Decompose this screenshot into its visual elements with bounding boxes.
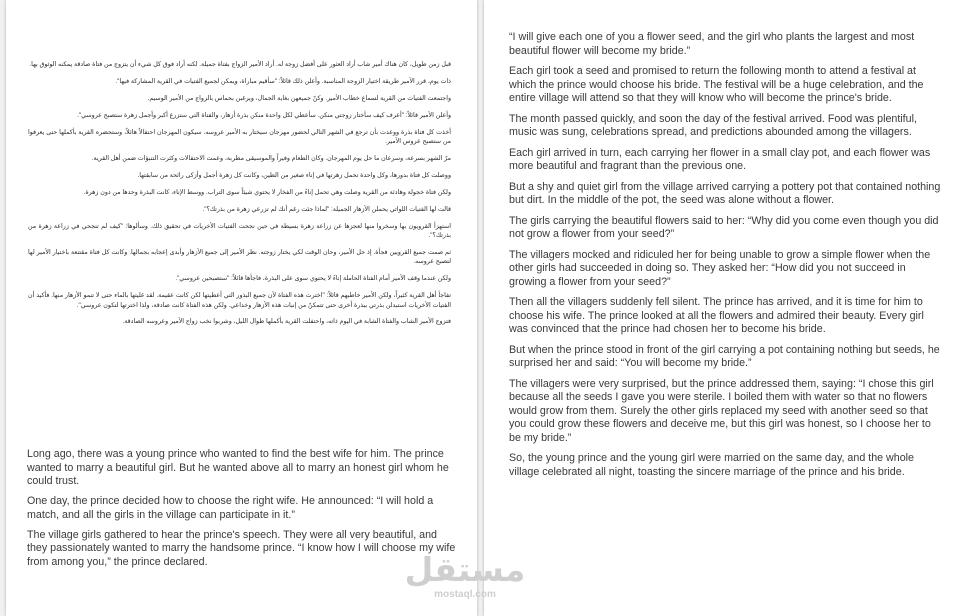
english-paragraph: Long ago, there was a young prince who wanted to find the best wife for him. The prince wanted to marry a beautiful girl. But he wanted above all to marry an honest girl whom he could trust. bbox=[27, 448, 449, 487]
arabic-paragraph: قالت لها الفتيات اللواتي يحملن الأزهار الجميلة: "لماذا جئت رغم أنك لم تزرعي زهرة من بذرتك؟". bbox=[202, 205, 451, 213]
english-text-block bbox=[27, 448, 459, 576]
arabic-paragraph: قبل زمن طويل، كان هناك أمير شاب أراد العثور على أفضل زوجة له. أراد الأمير الزواج بفتاة جميلة. لكنه أراد فوق كل شيء أن يتزوج من فتاة صادقة يمكنه الوثوق بها. bbox=[29, 61, 451, 68]
english-paragraph: The girls carrying the beautiful flowers said to her: “Why did you come even though you did not grow a flower from your seed?” bbox=[509, 214, 939, 240]
watermark-url: mostaql.com bbox=[434, 589, 496, 600]
english-paragraph: But a shy and quiet girl from the village arrived carrying a pottery pot that contained nothing but dirt. In the middle of the pot, the seed was alone without a flower. bbox=[509, 180, 941, 206]
watermark-logo-text: مستقل bbox=[404, 551, 526, 588]
english-text-block bbox=[509, 31, 941, 486]
english-paragraph: Each girl took a seed and promised to return the following month to attend a festival at which the prince would choose his bride. The festival will be a huge celebration, and the entire village will attend so that they will know who will become the prince's bride. bbox=[509, 65, 924, 104]
english-paragraph: The villagers were very surprised, but the prince addressed them, saying: “I chose this girl because all the seeds I gave you were sterile. I boiled them with water so that no flowers would grow from them. Surely the other girls replaced my seed with another seed so that you could grow these flowers and deceive me, but this girl was honest, so I choose her to be my bride.” bbox=[509, 377, 934, 444]
english-paragraph: “I will give each one of you a flower seed, and the girl who plants the largest and most beautiful flower will become my bride.” bbox=[509, 31, 915, 57]
arabic-paragraph: ثم صمت جميع القرويين فجأة. إذ حل الأمير، وحان الوقت لكي يختار زوجته. نظر الأمير إلى جميع الأزهار وأبدى إعجابه بجمالها. وكانت كل فتاة مقتنعة باختيار الأمير لها لتصبح عروسه. bbox=[28, 248, 451, 266]
english-paragraph: So, the young prince and the young girl were married on the same day, and the whole village celebrated all night, toasting the sincere marriage of the prince and his bride. bbox=[509, 452, 914, 478]
english-paragraph: The month passed quickly, and soon the day of the festival arrived. Food was plentiful, music was sung, celebrations spread, and predictions abounded among the villagers. bbox=[509, 112, 917, 138]
arabic-paragraph: ولكن عندما وقف الأمير أمام الفتاة الحاملة إناءً لا يحتوي سوى على البذرة، فاجأها قائلاً: "ستصبحين عروسي". bbox=[175, 275, 451, 283]
arabic-paragraph: ووصلت كل فتاة بدورها، وكل واحدة تحمل زهرتها في إناء صغير من الطين، وكانت كل زهرة أجمل وأزكى رائحة من سابقتها. bbox=[137, 171, 451, 179]
arabic-paragraph: وأعلن الأمير قائلاً: "أعرف كيف سأختار زوجتي منكن. سأعطي لكل واحدة منكن بذرة أزهار، والفتاة التي ستزرع أكبر وأجمل زهرة ستصبح عروسي". bbox=[77, 111, 451, 119]
english-paragraph: Then all the villagers suddenly fell silent. The prince has arrived, and it is time for him to choose his wife. The prince looked at all the flowers and admired their beauty. Every girl was convinced that the prince had chosen her to become his bride. bbox=[509, 296, 924, 335]
document-page-left bbox=[6, 0, 477, 616]
arabic-paragraph: استهزأ القرويون بها وسخروا منها لعجزها عن زراعة زهرة بسيطة في حين نجحت الفتيات الأخريات في تحقيق ذلك. وسألوها: "كيف لم تنجحي في زراعة زهرة من بذرتك؟". bbox=[28, 222, 451, 239]
arabic-text-block bbox=[28, 60, 451, 334]
arabic-paragraph: ذات يوم، قرر الأمير طريقة اختيار الزوجة المناسبة. وأعلن ذلك قائلاً: "سأقيم مباراة، ويمكن لجميع الفتيات في القرية المشاركة فيها". bbox=[115, 77, 451, 85]
arabic-paragraph: تفاجأ أهل القرية كثيراً، ولكن الأمير خاطبهم قائلاً: "اخترت هذه الفتاة لأن جميع البذور التي أعطيتها لكن كانت عقيمة. لقد غليتها بالماء حتى لا تنمو الأزهار منها. فأكيد أن الفتيات الأخريات استبدلن بذرتي ببذرة أخرى حتى تتمكنّ من إنبات هذه الأزهار وخداعي. ولكن هذه الفتاة كانت صادقة، ولذا اخترتها لتكون عروسي". bbox=[28, 292, 451, 309]
document-page-right bbox=[484, 0, 956, 616]
arabic-paragraph: فتزوج الأمير الشاب والفتاة الشابة في اليوم ذاته، واحتفلت القرية بأكملها طوال الليل، وشربوا نخب زواج الأمير وعروسه الصادقة. bbox=[122, 318, 451, 326]
english-paragraph: Each girl arrived in turn, each carrying her flower in a small clay pot, and each flower was more beautiful and fragrant than the previous one. bbox=[509, 146, 931, 172]
english-paragraph: The village girls gathered to hear the prince's speech. They were all very beautiful, and they passionately wanted to marry the handsome prince. “I know how I will choose my wife from among you,” the prince declared. bbox=[27, 528, 456, 568]
english-paragraph: But when the prince stood in front of the girl carrying a pot containing nothing but seeds, he surprised her and said: “You will become my bride.” bbox=[509, 343, 940, 369]
arabic-paragraph: واجتمعت الفتيات من القرية لسماع خطاب الأمير. وكنّ جميعهن بغاية الجمال، ويرغبن بحماس بالزواج من الأمير الوسيم. bbox=[147, 94, 451, 102]
arabic-paragraph: مرّ الشهر بسرعة، وسرعان ما حل يوم المهرجان. وكان الطعام وفيراً والموسيقى مطربة، وعمت الاحتفالات وكثرت التنبؤات ضمن أهل القرية. bbox=[91, 154, 451, 162]
english-paragraph: One day, the prince decided how to choose the right wife. He announced: “I will hold a match, and all the girls in the village can participate in it.” bbox=[27, 495, 434, 521]
english-paragraph: The villagers mocked and ridiculed her for being unable to grow a simple flower when the other girls had succeeded in doing so. They asked her: “How did you not succeed in growing a flower from your seed?” bbox=[509, 248, 931, 288]
arabic-paragraph: ولكن فتاة خجولة وهادئة من القرية وصلت وهي تحمل إناءً من الفخار لا يحتوي شيئاً سوى التراب. ووسط الإناء، كانت البذرة وحدها من دون زهرة. bbox=[83, 188, 451, 196]
arabic-paragraph: أخذت كل فتاة بذرة ووعدت بأن ترجع في الشهر التالي لحضور مهرجان سيختار به الأمير عروسه. سيكون المهرجان احتفالاً هائلاً، وستحضره القرية بأكملها حتى يعرفوا من ستصبح عروس الأمير. bbox=[28, 128, 451, 146]
